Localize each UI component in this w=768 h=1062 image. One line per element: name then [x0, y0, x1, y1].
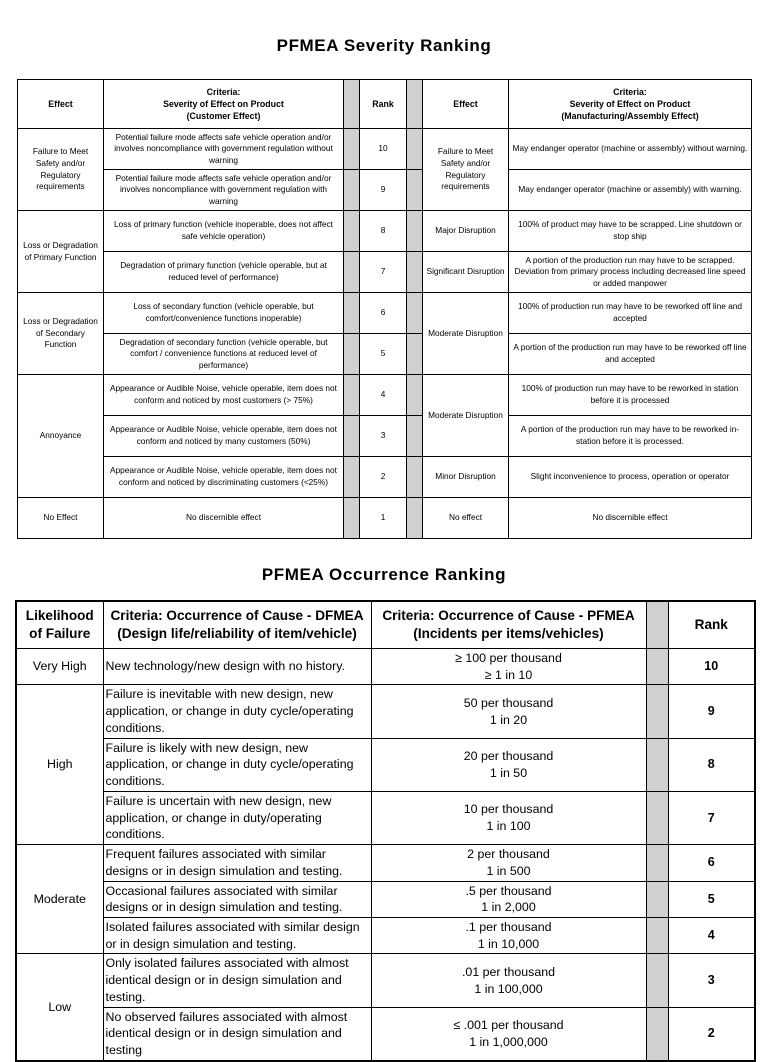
occurrence-row: [16, 649, 755, 685]
rank-cell: 6: [360, 293, 407, 334]
pfmea-criteria-cell: [371, 685, 646, 738]
header-line: Criteria:: [613, 86, 647, 97]
gray-spacer: [407, 129, 423, 170]
gray-spacer: [407, 170, 423, 211]
page-title: PFMEA Severity Ranking: [276, 36, 492, 55]
severity-row: [18, 416, 752, 457]
pfmea-criteria-cell: [371, 954, 646, 1007]
customer-criteria-cell: Degradation of primary function (vehicle operable, but at reduced level of performance): [104, 252, 344, 293]
mfg-effect-cell: Significant Disruption: [423, 252, 509, 293]
gray-spacer: [344, 375, 360, 416]
header-line: Criteria: Occurrence of Cause - PFMEA: [382, 607, 635, 623]
mfg-criteria-cell: A portion of the production run may have to be scrapped. Deviation from primary process including decreased line speed or added manpower: [509, 252, 752, 293]
severity-header-row: [18, 80, 752, 129]
severity-row: [18, 252, 752, 293]
rank-cell: 2: [360, 457, 407, 498]
gray-spacer: [407, 211, 423, 252]
rank-header: Rank: [668, 601, 755, 649]
mfg-effect-cell: No effect: [423, 498, 509, 539]
occurrence-header-row: [16, 601, 755, 649]
rank-cell: 9: [360, 170, 407, 211]
gray-spacer: [407, 334, 423, 375]
occurrence-row: [16, 845, 755, 881]
gray-spacer: [407, 375, 423, 416]
gray-spacer: [344, 211, 360, 252]
ratio-text: 1 in 500: [486, 863, 531, 878]
mfg-criteria-header: [509, 80, 752, 129]
pfmea-criteria-header: [371, 601, 646, 649]
per-thousand-text: 20 per thousand: [463, 749, 554, 764]
pfmea-criteria-cell: [371, 791, 646, 844]
severity-row: [18, 375, 752, 416]
gray-spacer: [646, 738, 668, 791]
gray-spacer: [344, 498, 360, 539]
rank-cell: 4: [668, 918, 755, 954]
customer-effect-cell: Loss or Degradation of Primary Function: [18, 211, 104, 293]
header-line: of Failure: [29, 626, 91, 641]
ratio-text: 1 in 2,000: [481, 900, 536, 915]
severity-table: [17, 79, 752, 539]
occurrence-row: [16, 738, 755, 791]
dfmea-criteria-cell: Isolated failures associated with similar design or in design simulation and testing.: [103, 918, 371, 954]
ratio-text: 1 in 1,000,000: [469, 1034, 548, 1049]
mfg-effect-cell: Minor Disruption: [423, 457, 509, 498]
mfg-criteria-cell: No discernible effect: [509, 498, 752, 539]
severity-row: [18, 457, 752, 498]
header-line: (Customer Effect): [186, 111, 261, 122]
rank-cell: 10: [360, 129, 407, 170]
customer-criteria-cell: Potential failure mode affects safe vehicle operation and/or involves noncompliance with government regulation with warning: [104, 170, 344, 211]
gray-spacer: [407, 252, 423, 293]
ratio-text: 1 in 100: [486, 818, 531, 833]
mfg-effect-cell: Moderate Disruption: [423, 293, 509, 375]
dfmea-criteria-cell: Occasional failures associated with similar designs or in design simulation and testing.: [103, 881, 371, 917]
gray-spacer: [646, 685, 668, 738]
gray-spacer: [407, 457, 423, 498]
gray-spacer: [646, 881, 668, 917]
per-thousand-text: 50 per thousand: [463, 695, 554, 710]
gray-spacer: [646, 601, 668, 649]
header-line: Severity of Effect on Product: [163, 98, 284, 109]
customer-effect-cell: Annoyance: [18, 375, 104, 498]
likelihood-cell: Moderate: [16, 845, 103, 954]
customer-criteria-header: [104, 80, 344, 129]
customer-criteria-cell: Loss of secondary function (vehicle operable, but comfort/convenience functions inoperable): [104, 293, 344, 334]
gray-spacer: [344, 293, 360, 334]
pfmea-criteria-cell: [371, 845, 646, 881]
header-line: (Incidents per items/vehicles): [413, 626, 604, 641]
likelihood-cell: High: [16, 685, 103, 845]
severity-row: [18, 334, 752, 375]
mfg-criteria-cell: A portion of the production run may have to be reworked in-station before it is processed.: [509, 416, 752, 457]
header-line: (Manufacturing/Assembly Effect): [561, 111, 699, 122]
header-line: Likelihood: [25, 607, 94, 623]
per-thousand-text: .01 per thousand: [461, 964, 555, 979]
severity-row: [18, 498, 752, 539]
severity-row: [18, 129, 752, 170]
mfg-effect-cell: Failure to Meet Safety and/or Regulatory requirements: [423, 129, 509, 211]
pfmea-criteria-cell: [371, 918, 646, 954]
per-thousand-text: .5 per thousand: [465, 883, 552, 898]
severity-row: [18, 293, 752, 334]
dfmea-criteria-cell: Only isolated failures associated with almost identical design or in design simulation and testing.: [103, 954, 371, 1007]
gray-spacer: [344, 129, 360, 170]
occurrence-table: [15, 600, 756, 1062]
rank-cell: 7: [668, 791, 755, 844]
occurrence-row: [16, 1007, 755, 1061]
gray-spacer: [344, 416, 360, 457]
gray-spacer: [344, 170, 360, 211]
per-thousand-text: ≤ .001 per thousand: [453, 1018, 564, 1033]
gray-spacer: [344, 252, 360, 293]
mfg-criteria-cell: 100% of production run may have to be reworked off line and accepted: [509, 293, 752, 334]
dfmea-criteria-header: [103, 601, 371, 649]
rank-cell: 3: [668, 954, 755, 1007]
pfmea-criteria-cell: [371, 738, 646, 791]
dfmea-criteria-cell: Frequent failures associated with similar designs or in design simulation and testing.: [103, 845, 371, 881]
rank-cell: 5: [668, 881, 755, 917]
per-thousand-text: .1 per thousand: [465, 920, 552, 935]
mfg-criteria-cell: 100% of product may have to be scrapped. Line shutdown or stop ship: [509, 211, 752, 252]
rank-cell: 3: [360, 416, 407, 457]
ratio-text: 1 in 100,000: [474, 981, 543, 996]
gray-spacer: [407, 80, 423, 129]
pfmea-criteria-cell: [371, 1007, 646, 1061]
pfmea-criteria-cell: [371, 649, 646, 685]
customer-effect-cell: Loss or Degradation of Secondary Function: [18, 293, 104, 375]
ratio-text: 1 in 10,000: [477, 936, 540, 951]
occurrence-row: [16, 685, 755, 738]
gray-spacer: [646, 649, 668, 685]
gray-spacer: [344, 334, 360, 375]
rank-cell: 8: [360, 211, 407, 252]
ratio-text: 1 in 50: [489, 765, 528, 780]
mfg-criteria-cell: Slight inconvenience to process, operation or operator: [509, 457, 752, 498]
mfg-criteria-cell: A portion of the production run may have to be reworked off line and accepted: [509, 334, 752, 375]
page-title: PFMEA Occurrence Ranking: [261, 565, 507, 584]
occurrence-row: [16, 954, 755, 1007]
occurrence-row: [16, 881, 755, 917]
likelihood-cell: Low: [16, 954, 103, 1061]
customer-criteria-cell: Appearance or Audible Noise, vehicle operable, item does not conform and noticed by discriminating customers (<25%): [104, 457, 344, 498]
rank-cell: 10: [668, 649, 755, 685]
gray-spacer: [646, 918, 668, 954]
gray-spacer: [344, 80, 360, 129]
mfg-effect-header: Effect: [423, 80, 509, 129]
rank-cell: 7: [360, 252, 407, 293]
gray-spacer: [407, 293, 423, 334]
ratio-text: ≥ 1 in 10: [484, 667, 533, 682]
gray-spacer: [407, 498, 423, 539]
mfg-criteria-cell: 100% of production run may have to be reworked in station before it is processed: [509, 375, 752, 416]
customer-effect-cell: No Effect: [18, 498, 104, 539]
per-thousand-text: ≥ 100 per thousand: [455, 651, 562, 665]
likelihood-header: [16, 601, 103, 649]
gray-spacer: [407, 416, 423, 457]
severity-row: [18, 170, 752, 211]
header-line: Criteria:: [206, 86, 241, 97]
likelihood-cell: Very High: [16, 649, 103, 685]
customer-criteria-cell: Loss of primary function (vehicle inoperable, does not affect safe vehicle operation): [104, 211, 344, 252]
per-thousand-text: 10 per thousand: [463, 802, 554, 817]
gray-spacer: [344, 457, 360, 498]
customer-criteria-cell: Appearance or Audible Noise, vehicle operable, item does not conform and noticed by most customers (> 75%): [104, 375, 344, 416]
rank-cell: 2: [668, 1007, 755, 1061]
per-thousand-text: 2 per thousand: [467, 847, 550, 862]
dfmea-criteria-cell: Failure is likely with new design, new application, or change in duty cycle/operating conditions.: [103, 738, 371, 791]
rank-cell: 9: [668, 685, 755, 738]
ratio-text: 1 in 20: [489, 712, 528, 727]
rank-cell: 8: [668, 738, 755, 791]
pfmea-criteria-cell: [371, 881, 646, 917]
dfmea-criteria-cell: Failure is inevitable with new design, new application, or change in duty cycle/operating conditions.: [103, 685, 371, 738]
effect-header: Effect: [18, 80, 104, 129]
customer-criteria-cell: Appearance or Audible Noise, vehicle operable, item does not conform and noticed by many customers (50%): [104, 416, 344, 457]
header-line: Criteria: Occurrence of Cause - DFMEA: [110, 607, 364, 623]
mfg-effect-cell: Major Disruption: [423, 211, 509, 252]
rank-cell: 6: [668, 845, 755, 881]
header-line: Severity of Effect on Product: [569, 98, 691, 109]
occurrence-row: [16, 918, 755, 954]
rank-cell: 5: [360, 334, 407, 375]
dfmea-criteria-cell: New technology/new design with no history.: [103, 649, 371, 685]
gray-spacer: [646, 791, 668, 844]
dfmea-criteria-cell: No observed failures associated with almost identical design or in design simulation and testing: [103, 1007, 371, 1061]
gray-spacer: [646, 845, 668, 881]
header-line: (Design life/reliability of item/vehicle): [117, 626, 357, 641]
severity-row: [18, 211, 752, 252]
mfg-criteria-cell: May endanger operator (machine or assembly) without warning.: [509, 129, 752, 170]
customer-criteria-cell: Degradation of secondary function (vehicle operable, but comfort / convenience functions at reduced level of performance): [104, 334, 344, 375]
customer-criteria-cell: No discernible effect: [104, 498, 344, 539]
rank-header: Rank: [360, 80, 407, 129]
gray-spacer: [646, 954, 668, 1007]
occurrence-row: [16, 791, 755, 844]
rank-cell: 1: [360, 498, 407, 539]
customer-effect-cell: Failure to Meet Safety and/or Regulatory requirements: [18, 129, 104, 211]
gray-spacer: [646, 1007, 668, 1061]
mfg-effect-cell: Moderate Disruption: [423, 375, 509, 457]
dfmea-criteria-cell: Failure is uncertain with new design, new application, or change in duty/operating conditions.: [103, 791, 371, 844]
customer-criteria-cell: Potential failure mode affects safe vehicle operation and/or involves noncompliance with government regulation without warning: [104, 129, 344, 170]
rank-cell: 4: [360, 375, 407, 416]
mfg-criteria-cell: May endanger operator (machine or assembly) with warning.: [509, 170, 752, 211]
